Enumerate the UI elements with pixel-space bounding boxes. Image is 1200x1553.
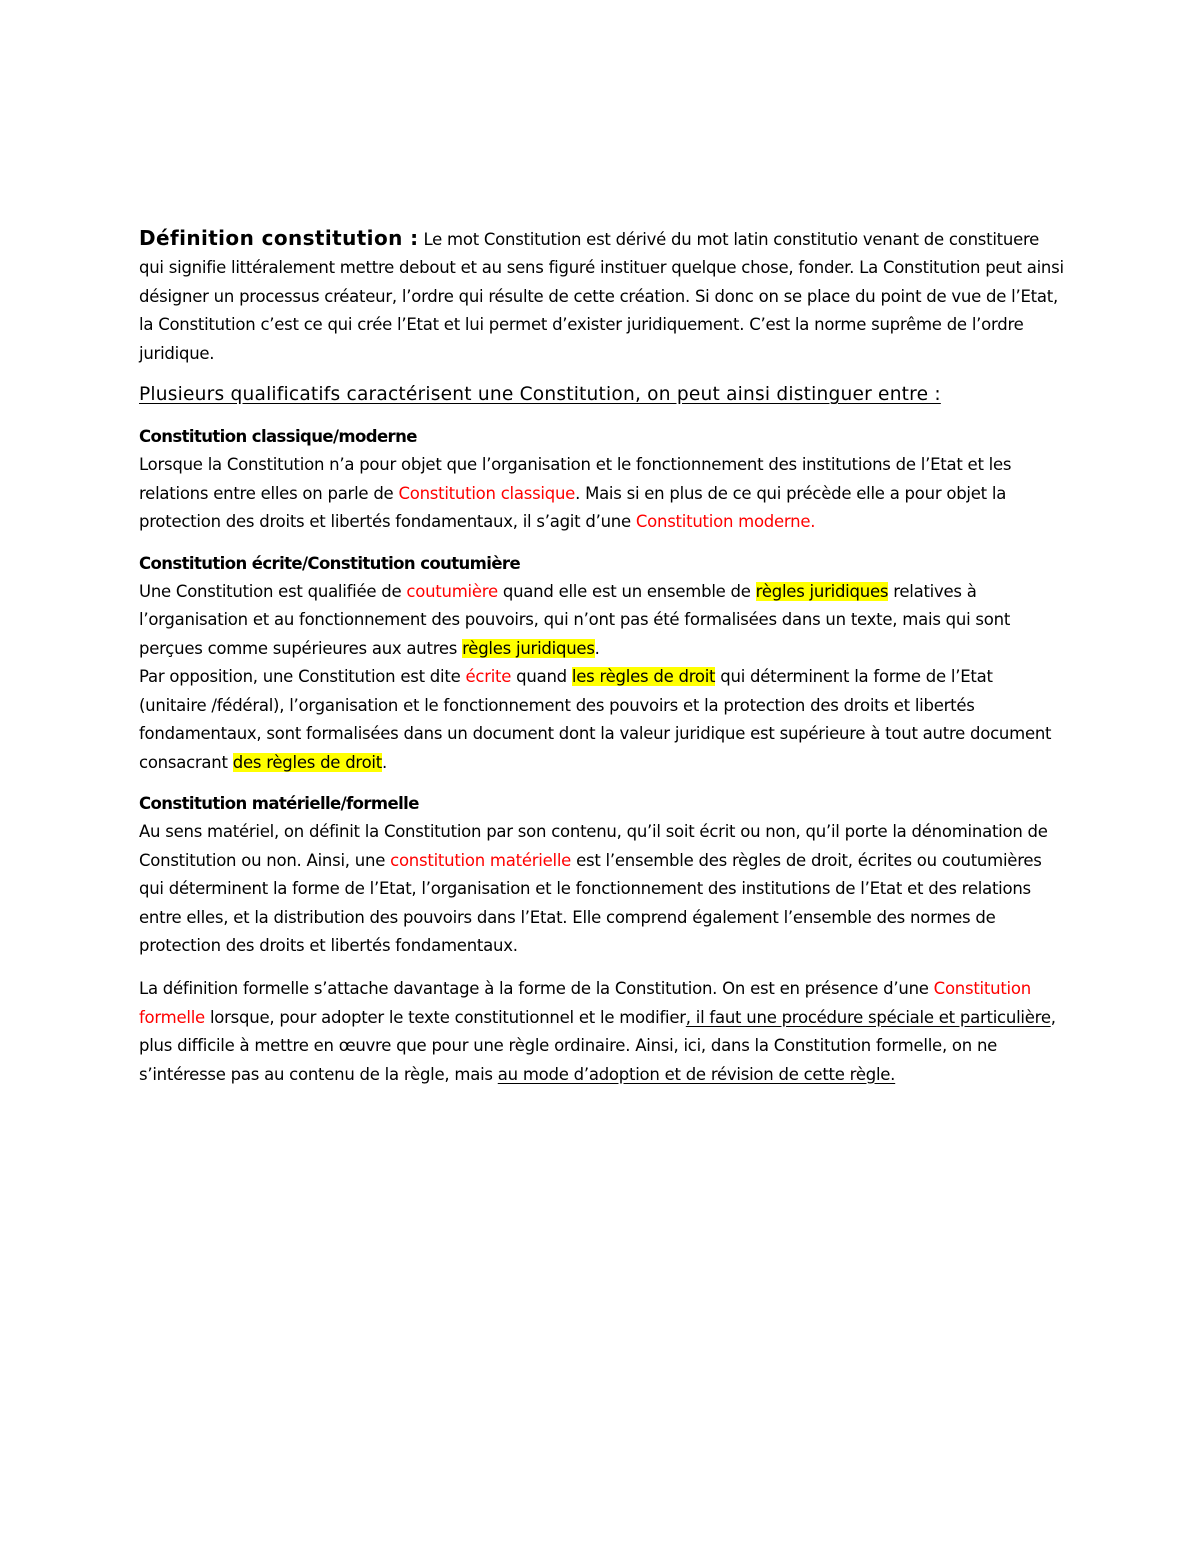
paragraph-coutumiere	[139, 578, 1064, 663]
text-run: Par opposition, une Constitution est dite	[139, 667, 466, 687]
text-run: est l’ensemble des règles de droit, écrites ou coutumières qui déterminent la forme de l’Etat, l’organisation et le fonctionnement des institutions de l’Etat et des relations entre elles, et la distribution des pouvoirs dans l’Etat. Elle comprend également l’ensemble des normes de protection des droits et libertés fondamentaux.	[139, 850, 1042, 955]
text-run: Une Constitution est qualifiée de	[139, 582, 407, 602]
text-run: . Mais si en plus de ce qui précède elle a pour objet la protection des droits et libertés fondamentaux, il s’agit d’une	[139, 483, 1007, 532]
document-body	[139, 224, 1064, 1089]
intro-text: Le mot Constitution est dérivé du mot latin constitutio venant de constituere qui signifie littéralement mettre debout et au sens figuré instituer quelque chose, fonder. La Constitution peut ainsi désigner un processus créateur, l’ordre qui résulte de cette création. Si donc on se place du point de vue de l’Etat, la Constitution c’est ce qui crée l’Etat et lui permet d’exister juridiquement. C’est la norme suprême de l’ordre juridique.	[139, 230, 1064, 363]
highlight-regles-juridiques: règles juridiques	[755, 582, 889, 602]
paragraph-classique-moderne	[139, 451, 1064, 536]
text-run: La définition formelle s’attache davantage à la forme de la Constitution. On est en présence d’une	[139, 979, 934, 999]
term-constitution-moderne: Constitution moderne.	[635, 512, 816, 532]
highlight-regles-juridiques: règles juridiques	[462, 638, 595, 658]
paragraph-formelle	[139, 975, 1064, 1089]
term-ecrite: écrite	[465, 667, 512, 687]
underlined-mode-adoption: au mode d’adoption et de révision de cette règle.	[497, 1064, 896, 1084]
highlight-regles-de-droit: des règles de droit	[232, 752, 382, 772]
text-run: lorsque, pour adopter le texte constitutionnel et le modifier	[204, 1007, 686, 1027]
term-constitution-formelle: Constitution formelle	[139, 979, 1031, 1027]
qualificatifs-line: Plusieurs qualificatifs caractérisent une Constitution, on peut ainsi distinguer entre :	[139, 384, 941, 406]
heading-ecrite-coutumiere: Constitution écrite/Constitution coutumière	[139, 553, 521, 573]
heading-classique-moderne: Constitution classique/moderne	[139, 427, 417, 447]
text-run: qui déterminent la forme de l’Etat (unitaire /fédéral), l’organisation et le fonctionnement des pouvoirs et la protection des droits et libertés fondamentaux, sont formalisées dans un document dont la valeur juridique est supérieure à tout autre document consacrant	[139, 667, 1052, 772]
definition-title: Définition constitution :	[139, 226, 419, 250]
text-run: Lorsque la Constitution n’a pour objet que l’organisation et le fonctionnement des institutions de l’Etat et les relations entre elles on parle de	[139, 455, 1012, 503]
text-run: Au sens matériel, on définit la Constitution par son contenu, qu’il soit écrit ou non, qu’il porte la dénomination de Constitution ou non. Ainsi, une	[139, 822, 1048, 870]
term-constitution-materielle: constitution matérielle	[390, 850, 572, 870]
text-run: relatives à l’organisation et au fonctionnement des pouvoirs, qui n’ont pas été formalisées dans un texte, mais qui sont perçues comme supérieures aux autres	[139, 582, 1011, 658]
paragraph-ecrite	[139, 663, 1064, 777]
text-run: quand	[511, 667, 572, 687]
intro-paragraph	[139, 224, 1064, 368]
term-coutumiere: coutumière	[406, 582, 498, 602]
paragraph-materielle	[139, 818, 1064, 960]
highlight-regles-de-droit: les règles de droit	[571, 667, 716, 687]
text-run: quand elle est un ensemble de	[497, 582, 756, 602]
heading-materielle-formelle: Constitution matérielle/formelle	[139, 793, 419, 813]
text-run: , plus difficile à mettre en œuvre que pour une règle ordinaire. Ainsi, ici, dans la Constitution formelle, on ne s’intéresse pas au contenu de la règle, mais	[139, 1007, 1056, 1084]
text-run: .	[594, 638, 600, 658]
underlined-procedure: , il faut une procédure spéciale et particulière	[685, 1007, 1051, 1027]
text-run: .	[382, 752, 387, 772]
term-constitution-classique: Constitution classique	[398, 483, 576, 503]
